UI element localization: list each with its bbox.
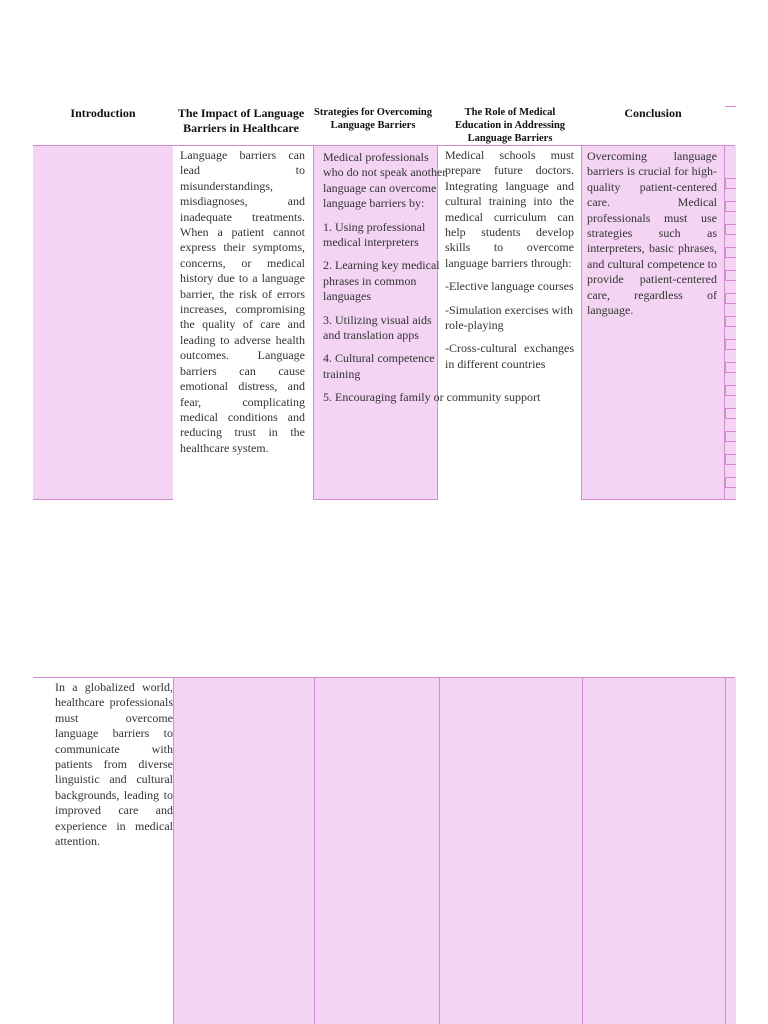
strategy-item: 3. Utilizing visual aids and translation apps xyxy=(323,312,432,343)
conclusion-text: Overcoming language barriers is crucial for high-quality patient-centered care. Medical professionals must use strategies such as interpreters, basic phrases, and cultural competence to provide patient-centered care, regardless of language. xyxy=(587,149,717,318)
row2-strategies-cell xyxy=(314,678,439,1024)
strategy-item: 1. Using professional medical interpreters xyxy=(323,219,426,250)
edge-box xyxy=(725,316,736,327)
role-intro: Medical schools must prepare future doctors. Integrating language and cultural training into the medical curriculum can help students develop skills to overcome language barriers through: xyxy=(445,148,574,270)
header-role-of-education: The Role of Medical Education in Addressing Language Barriers xyxy=(454,107,566,145)
header-impact: The Impact of Language Barriers in Healthcare xyxy=(177,106,305,135)
edge-box xyxy=(725,408,736,419)
row2-conclusion-cell xyxy=(582,678,725,1024)
edge-box xyxy=(725,247,736,258)
header-divider-tick xyxy=(725,106,736,107)
row2-edge-column xyxy=(725,678,736,1024)
introduction-text: In a globalized world, healthcare professionals must overcome language barriers to communicate with patients from diverse linguistic and cultural backgrounds, leading to improved care and experience in medical attention. xyxy=(55,680,173,849)
edge-box xyxy=(725,339,736,350)
edge-box xyxy=(725,431,736,442)
row2-impact-cell xyxy=(173,678,314,1024)
header-introduction: Introduction xyxy=(70,106,136,120)
role-cell xyxy=(440,146,580,500)
strategies-intro: Medical professionals who do not speak another language can overcome language barriers by: xyxy=(323,150,447,211)
edge-box xyxy=(725,293,736,304)
edge-box xyxy=(725,385,736,396)
edge-box xyxy=(725,201,736,212)
intro-cell-empty xyxy=(33,146,173,500)
strategy-item: 5. Encouraging family or community support xyxy=(323,390,541,405)
strategy-item: 2. Learning key medical phrases in common languages xyxy=(323,258,440,304)
strategy-item: 4. Cultural competence training xyxy=(323,351,435,381)
row2-role-cell xyxy=(439,678,582,1024)
role-item: -Cross-cultural exchanges in different countries xyxy=(445,341,574,371)
edge-box xyxy=(725,362,736,373)
introduction-cell xyxy=(33,678,174,1024)
header-strategies: Strategies for Overcoming Language Barriers xyxy=(314,107,432,132)
role-item: -Elective language courses xyxy=(445,279,574,294)
role-item: -Simulation exercises with role-playing xyxy=(445,302,573,333)
header-conclusion: Conclusion xyxy=(624,106,682,120)
impact-text: Language barriers can lead to misunderstandings, misdiagnoses, and inadequate treatments. When a patient cannot express their symptoms, concerns, or medical history due to a language barrier, the risk of errors increases, compromising the quality of care and leading to adverse health outcomes. Language barriers can cause emotional distress, and fear, complicating medical conditions and reducing trust in the healthcare system. xyxy=(180,148,305,455)
conclusion-cell xyxy=(581,146,725,500)
impact-cell xyxy=(175,146,309,500)
edge-box xyxy=(725,224,736,235)
edge-box xyxy=(725,454,736,465)
edge-box xyxy=(725,270,736,281)
edge-box xyxy=(725,477,736,488)
edge-box xyxy=(725,178,736,189)
